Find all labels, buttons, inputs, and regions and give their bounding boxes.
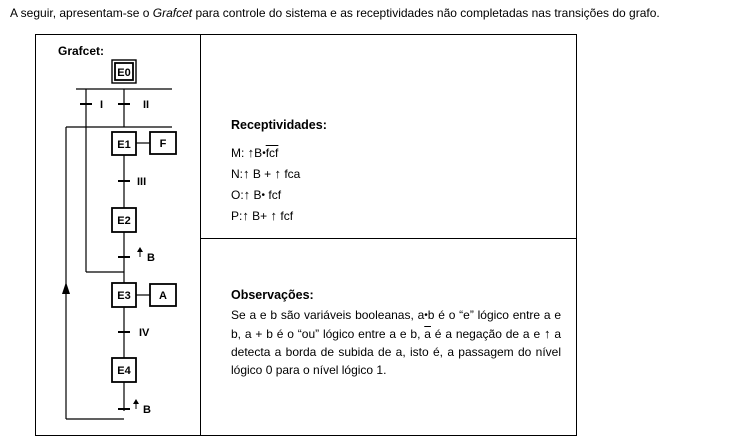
step-E1-label: E1 <box>117 139 131 151</box>
step-E4 <box>112 358 136 382</box>
receptividades-panel <box>231 118 327 226</box>
grafcet-label: Grafcet: <box>58 44 105 58</box>
action-A-label: A <box>159 290 167 302</box>
transition-B2-label: B <box>143 404 151 416</box>
transition-IV-label: IV <box>139 327 150 339</box>
action-A <box>150 284 176 306</box>
receptividade-P: P:↑ B+ ↑ fcf <box>231 208 294 223</box>
step-E3-label: E3 <box>117 290 131 302</box>
transition-II-label: II <box>143 99 150 111</box>
row-divider <box>201 238 577 239</box>
step-E0-label: E0 <box>117 67 131 79</box>
action-F-label: F <box>159 138 167 150</box>
transition-III-label: III <box>137 176 147 188</box>
column-divider <box>200 34 201 436</box>
observacoes-title: Observações: <box>231 288 314 302</box>
transition-I-label: I <box>100 99 104 111</box>
step-E2 <box>112 208 136 232</box>
grafcet-diagram <box>36 35 200 435</box>
observacoes-text: Se a e b são variáveis booleanas, a•b é o “e” lógico entre a e b, a + b é o “ou” lógico entre a e b, $\overline{a}$ é a negação de a e ↑ a detecta a borda de subida de a, isto é, a passagem do nível lógico 0 para o nível lógico 1. <box>231 308 561 377</box>
intro-text: A seguir, apresentam-se o Grafcet para controle do sistema e as receptividades não completadas nas transições do grafo. <box>10 6 660 20</box>
step-E3 <box>112 283 136 307</box>
rising-edge-icon <box>133 399 139 409</box>
receptividades-title: Receptividades: <box>231 118 327 132</box>
receptividade-O: O:↑ B• fcf <box>231 187 282 202</box>
rising-edge-icon <box>137 247 143 257</box>
receptividade-N: N:↑ B + ↑ fca <box>231 166 301 181</box>
transition-B-label: B <box>147 252 155 264</box>
action-F <box>150 132 176 154</box>
step-E0 <box>112 60 136 83</box>
receptividade-M: M: $↑B•\overline{fcf}$ <box>231 145 279 160</box>
step-E1 <box>112 132 136 155</box>
step-E4-label: E4 <box>117 365 131 377</box>
observacoes-panel <box>231 288 561 379</box>
step-E2-label: E2 <box>117 215 131 227</box>
